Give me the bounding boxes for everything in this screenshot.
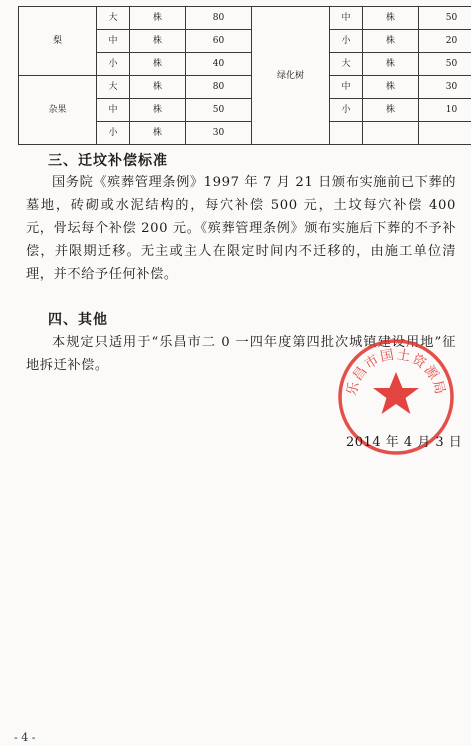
amount-cell: 80 [186,7,252,30]
unit-cell: 株 [130,7,186,30]
size-cell: 小 [97,122,130,145]
size-cell: 大 [330,53,363,76]
amount-cell: 20 [419,30,471,53]
unit-cell: 株 [363,53,419,76]
unit-cell: 株 [130,99,186,122]
unit-cell: 株 [363,99,419,122]
size-cell: 小 [330,30,363,53]
amount-cell: 60 [186,30,252,53]
size-cell: 大 [97,7,130,30]
table-row [19,7,471,30]
amount-cell: 50 [186,99,252,122]
unit-cell: 株 [130,30,186,53]
empty-cell [363,122,419,145]
table-row [19,76,471,99]
category-cell: 绿化树 [252,7,330,145]
issue-date: 2014 年 4 月 3 日 [346,435,463,450]
empty-cell [419,122,471,145]
size-cell: 小 [330,99,363,122]
size-cell: 小 [97,53,130,76]
amount-cell: 50 [419,7,471,30]
page-number: - 4 - [14,731,36,744]
section-3-body [26,171,456,286]
star-icon [373,372,419,414]
size-cell: 中 [330,76,363,99]
section-4-heading: 四、其他 [48,312,108,328]
empty-cell [330,122,363,145]
size-cell: 大 [97,76,130,99]
unit-cell: 株 [130,53,186,76]
compensation-table [18,6,471,145]
unit-cell: 株 [363,30,419,53]
unit-cell: 株 [130,122,186,145]
section-4-paragraph: 本规定只适用于“乐昌市二 0 一四年度第四批次城镇建设用地”征地拆迁补偿。 [26,335,456,373]
unit-cell: 株 [363,7,419,30]
size-cell: 中 [330,7,363,30]
category-cell: 梨 [19,7,97,76]
amount-cell: 30 [186,122,252,145]
unit-cell: 株 [363,76,419,99]
amount-cell: 30 [419,76,471,99]
amount-cell: 50 [419,53,471,76]
size-cell: 中 [97,30,130,53]
seal-text: 乐昌市国土资源局 [343,346,449,398]
section-3-paragraph: 国务院《殡葬管理条例》1997 年 7 月 21 日颁布实施前已下葬的墓地，砖砌或水泥结构的，每穴补偿 500 元，土坟每穴补偿 400 元，骨坛每个补偿 200 元。《殡葬管理条例》颁布实施后下葬的不予补偿，并限期迁移。无主或主人在限定时间内不迁移的，由施工单位清理，并不给予任何补偿。 [26,175,457,282]
section-3-heading: 三、迁坟补偿标准 [48,153,168,169]
amount-cell: 10 [419,99,471,122]
size-cell: 中 [97,99,130,122]
unit-cell: 株 [130,76,186,99]
amount-cell: 80 [186,76,252,99]
category-cell: 杂果 [19,76,97,145]
amount-cell: 40 [186,53,252,76]
